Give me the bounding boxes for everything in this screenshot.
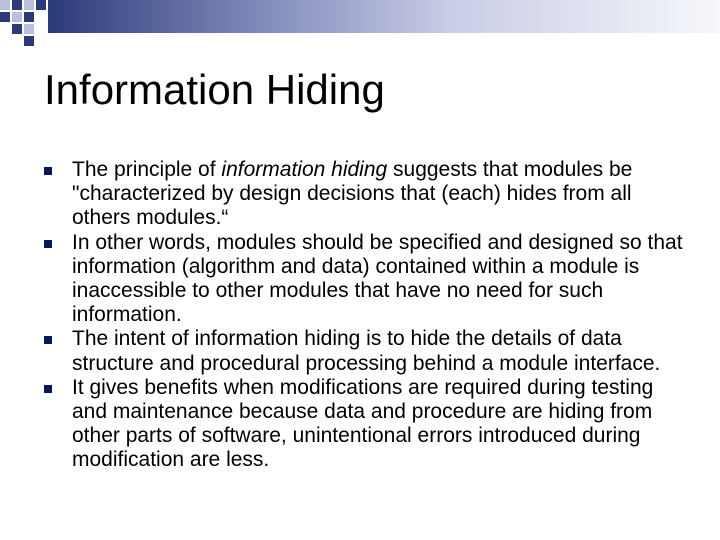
- corner-square: [36, 0, 46, 10]
- slide-title: Information Hiding: [44, 66, 385, 113]
- square-bullet-icon: [44, 167, 52, 175]
- bullet-text: [72, 376, 653, 472]
- bullet-text-run: In other words, modules should be specified and designed so that information (algorithm and data) contained within a module is inaccessible to other modules that have no need for such information.: [72, 230, 683, 327]
- bullet-item: [44, 231, 694, 328]
- corner-square: [12, 0, 22, 10]
- bullet-item: [44, 327, 694, 375]
- corner-square: [24, 12, 34, 22]
- bullet-text-run: The intent of information hiding is to hide the details of data structure and procedural processing behind a module interface.: [72, 327, 661, 375]
- bullet-text: [72, 158, 632, 229]
- corner-square: [0, 0, 10, 10]
- bullet-text: [72, 231, 683, 327]
- corner-square: [12, 24, 22, 34]
- square-bullet-icon: [44, 385, 52, 393]
- bullet-text: [72, 327, 660, 374]
- corner-square: [0, 12, 10, 22]
- bullet-text-run: The principle of: [72, 158, 222, 181]
- bullet-text-run: It gives benefits when modifications are required during testing and maintenance because data and procedure are hiding from other parts of software, unintentional errors introduced during modification are less.: [72, 375, 654, 472]
- bullet-item: [44, 376, 694, 473]
- corner-square: [12, 12, 22, 22]
- bullet-list: [44, 158, 694, 473]
- corner-square: [24, 24, 34, 34]
- bullet-text-italic: information hiding: [221, 158, 388, 181]
- corner-square: [24, 36, 34, 46]
- bullet-item: [44, 158, 694, 231]
- bullet-text-run: suggests that modules be "characterized by design decisions that (each) hides from all others modules.“: [72, 158, 633, 230]
- corner-square: [24, 0, 34, 10]
- header-gradient-bar: [48, 0, 720, 33]
- square-bullet-icon: [44, 336, 52, 344]
- square-bullet-icon: [44, 240, 52, 248]
